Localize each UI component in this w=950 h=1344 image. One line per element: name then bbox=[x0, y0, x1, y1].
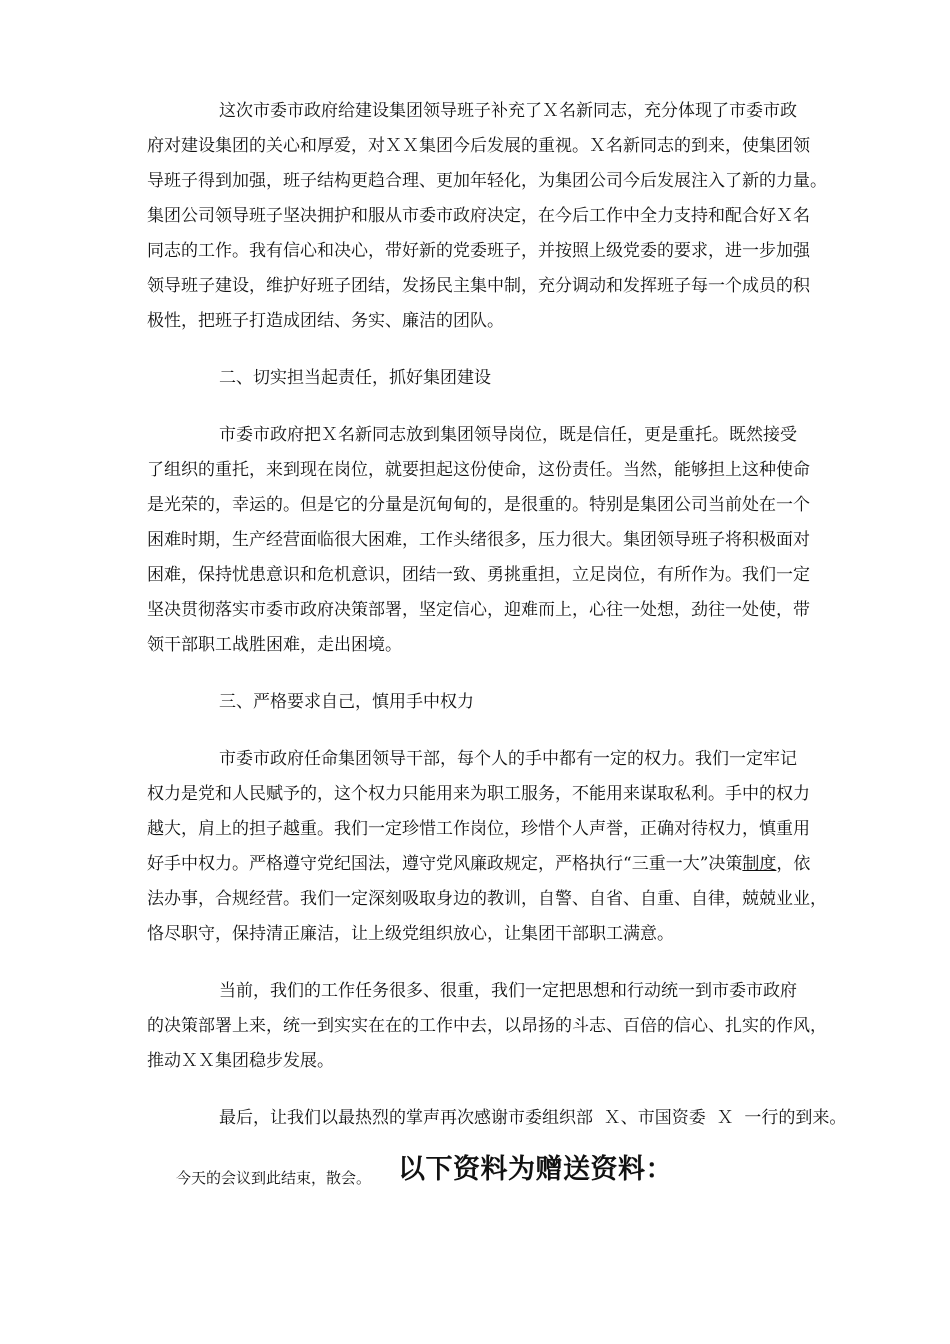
paragraph-2-line-6: 坚决贯彻落实市委市政府决策部署，坚定信心，迎难而上，心往一处想，劲往一处使，带 bbox=[147, 600, 810, 620]
institution-link[interactable]: 制度 bbox=[742, 854, 777, 874]
gift-material-note: 以下资料为赠送资料： bbox=[398, 1154, 673, 1185]
paragraph-3-line-3: 越大，肩上的担子越重。我们一定珍惜工作岗位，珍惜个人声誉，正确对待权力，慎重用 bbox=[147, 819, 810, 839]
paragraph-1-line-2: 府对建设集团的关心和厚爱，对ＸＸ集团今后发展的重视。Ｘ名新同志的到来，使集团领 bbox=[147, 136, 810, 156]
paragraph-4-line-3: 推动ＸＸ集团稳步发展。 bbox=[147, 1051, 334, 1071]
paragraph-3-line-4 bbox=[147, 853, 810, 875]
paragraph-1-line-3: 导班子得到加强，班子结构更趋合理、更加年轻化，为集团公司今后发展注入了新的力量。 bbox=[147, 171, 827, 191]
paragraph-3-line-1: 市委市政府任命集团领导干部，每个人的手中都有一定的权力。我们一定牢记 bbox=[219, 749, 797, 769]
paragraph-4-line-2: 的决策部署上来，统一到实实在在的工作中去，以昂扬的斗志、百倍的信心、扎实的作风， bbox=[147, 1016, 827, 1036]
paragraph-4-line-1: 当前，我们的工作任务很多、很重，我们一定把思想和行动统一到市委市政府 bbox=[219, 981, 797, 1001]
paragraph-3-line-2: 权力是党和人民赋予的，这个权力只能用来为职工服务，不能用来谋取私利。手中的权力 bbox=[147, 784, 810, 804]
section-heading-3: 三、严格要求自己，慎用手中权力 bbox=[219, 692, 474, 712]
paragraph-5: 最后，让我们以最热烈的掌声再次感谢市委组织部 Ｘ、市国资委 Ｘ 一行的到来。 bbox=[219, 1108, 847, 1128]
paragraph-1-line-5: 同志的工作。我有信心和决心，带好新的党委班子，并按照上级党委的要求，进一步加强 bbox=[147, 241, 810, 261]
paragraph-3-line-4-tail: ，依 bbox=[776, 854, 811, 874]
paragraph-2-line-4: 困难时期，生产经营面临很大困难，工作头绪很多，压力很大。集团领导班子将积极面对 bbox=[147, 530, 810, 550]
closing-line: 今天的会议到此结束，散会。 bbox=[176, 1169, 372, 1187]
paragraph-1-line-4: 集团公司领导班子坚决拥护和服从市委市政府决定，在今后工作中全力支持和配合好Ｘ名 bbox=[147, 206, 810, 226]
paragraph-1-line-6: 领导班子建设，维护好班子团结，发扬民主集中制，充分调动和发挥班子每一个成员的积 bbox=[147, 276, 810, 296]
paragraph-3-line-6: 恪尽职守，保持清正廉洁，让上级党组织放心，让集团干部职工满意。 bbox=[147, 924, 674, 944]
paragraph-2-line-1: 市委市政府把Ｘ名新同志放到集团领导岗位，既是信任，更是重托。既然接受 bbox=[219, 425, 797, 445]
paragraph-2-line-5: 困难，保持忧患意识和危机意识，团结一致、勇挑重担，立足岗位，有所作为。我们一定 bbox=[147, 565, 810, 585]
paragraph-2-line-7: 领干部职工战胜困难，走出困境。 bbox=[147, 635, 402, 655]
paragraph-3-line-5: 法办事，合规经营。我们一定深刻吸取身边的教训，自警、自省、自重、自律，兢兢业业， bbox=[147, 889, 827, 909]
paragraph-1-line-7: 极性，把班子打造成团结、务实、廉洁的团队。 bbox=[147, 311, 504, 331]
paragraph-2-line-2: 了组织的重托，来到现在岗位，就要担起这份使命，这份责任。当然，能够担上这种使命 bbox=[147, 460, 810, 480]
section-heading-2: 二、切实担当起责任，抓好集团建设 bbox=[219, 368, 491, 388]
paragraph-2-line-3: 是光荣的，幸运的。但是它的分量是沉甸甸的，是很重的。特别是集团公司当前处在一个 bbox=[147, 495, 810, 515]
paragraph-1-line-1: 这次市委市政府给建设集团领导班子补充了Ｘ名新同志，充分体现了市委市政 bbox=[219, 101, 797, 121]
paragraph-3-line-4-text: 好手中权力。严格遵守党纪国法，遵守党风廉政规定，严格执行“三重一大”决策 bbox=[147, 854, 743, 874]
